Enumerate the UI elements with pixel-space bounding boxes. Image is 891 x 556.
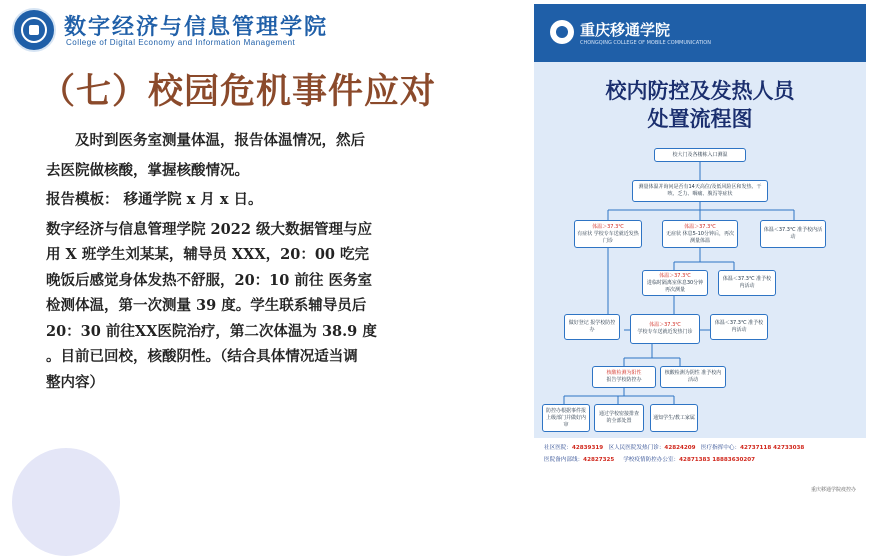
contact-value: 42737118 42733038 (740, 445, 805, 451)
flow-box-isolation-room (642, 270, 708, 296)
flow-box-fever-clinic (630, 314, 700, 344)
college-name: 数字经济与信息管理学院 (64, 14, 329, 40)
flow-text: 体温＞37.3℃ (649, 322, 681, 328)
flow-box-notify-family (650, 404, 698, 432)
paragraph-line: 及时到医务室测量体温，报告体温情况，然后 (75, 132, 365, 149)
flow-text: 体温＞37.3℃ (592, 223, 624, 230)
flow-text: 体温＞37.3℃ (659, 272, 691, 279)
poster-title-line1: 校内防控及发热人员 (605, 79, 795, 103)
flow-text: 校大门及各楼栋入口测温 (672, 151, 728, 158)
flow-box-fever-no-symptoms (662, 220, 738, 248)
flow-box-register (564, 314, 620, 340)
paragraph-line: 检测体温，第一次测量 39 度。学生联系辅导员后 (46, 297, 367, 314)
decorative-circle (12, 448, 120, 556)
contact-label: 区人民医院发热门诊： (608, 445, 665, 451)
flow-box-entrance-check (654, 148, 746, 162)
flow-text: 通知学生/教工家属 (653, 414, 695, 421)
contact-row-1 (544, 443, 804, 451)
flow-text: 进临时隔离室休息30分钟再次测量 (646, 279, 704, 293)
paragraph-line: 整内容） (46, 373, 104, 391)
paragraph-line: 晚饭后感觉身体发热不舒服，20：10 前往 医务室 (46, 271, 372, 289)
paragraph-line: 去医院做核酸，掌握核酸情况。 (46, 161, 249, 179)
flow-text: 体温＜37.3℃ 准予校内活动 (714, 320, 764, 333)
flow-box-contact-tracing (594, 404, 644, 432)
contact-value: 42871383 18883630207 (679, 457, 756, 463)
flow-text: 测量体温并询问是否有14天高位/及低风险区和发热、干咳、乏力、咽痛、腹泻等症状 (638, 184, 762, 197)
flow-box-report-upper (542, 404, 590, 432)
flow-text: 核酸检测为阳性 (606, 370, 642, 376)
contact-label: 医院备内部线： (544, 457, 584, 463)
slide-title: （七）校园危机事件应对 (40, 72, 437, 112)
paragraph-line: 。目前已回校，核酸阴性。（结合具体情况适当调 (46, 348, 358, 365)
paragraph-line: 数字经济与信息管理学院 2022 级大数据管理与应 (46, 220, 372, 238)
contact-label: 医疗指挥中心： (700, 445, 741, 451)
flow-text: 体温＜37.3℃ 准予校内活动 (722, 276, 772, 289)
poster-school-name-en: CHONGQING COLLEGE OF MOBILE COMMUNICATION (580, 40, 711, 46)
flow-text: 无症状 休息5-10分钟后，再次测量体温 (666, 230, 734, 244)
college-name-en: College of Digital Economy and Information Management (66, 38, 296, 47)
paragraph-line: 用 X 班学生刘某某，辅导员 XXX，20：00 吃完 (46, 246, 370, 263)
flow-text: 防控办根据事件报上级部门并做好内审 (545, 407, 586, 428)
contact-label: 社区医院： (544, 445, 572, 451)
body-text (46, 128, 496, 395)
contact-value: 42827325 (583, 457, 615, 463)
flow-box-normal-2 (718, 270, 776, 296)
right-margin (870, 0, 891, 501)
flow-box-negative (660, 366, 726, 388)
flow-text: 通过学校密接排查的全部处置 (598, 411, 639, 424)
flow-text: 做好登记 报学校防控办 (568, 320, 616, 333)
flow-text: 核酸检测为阴性 准予校内活动 (664, 370, 722, 383)
flow-text: 有症状 学校专车送就近发热门诊 (577, 230, 639, 244)
contact-label: 学校疫情防控办公室： (623, 457, 680, 463)
flow-text: 体温＜37.3℃ 准予校内活动 (763, 227, 823, 240)
paragraph-line: 20：30 前往XX医院治疗，第二次体温为 38.9 度 (46, 322, 377, 340)
poster-signature: 重庆移通学院疫控办 (810, 487, 856, 493)
flow-box-positive (592, 366, 656, 388)
flow-text: 体温＞37.3℃ (684, 223, 716, 230)
college-logo (12, 8, 56, 52)
flow-text: 报告学校防控办 (606, 377, 642, 383)
flow-box-normal-3 (710, 314, 768, 340)
flow-box-screening (632, 180, 768, 202)
flow-text: 学校专车送就近发热门诊 (637, 329, 693, 335)
poster-title-line2: 处置流程图 (647, 107, 753, 131)
contact-row-2 (544, 455, 755, 463)
contact-value: 42824209 (664, 445, 696, 451)
flowchart-poster (534, 4, 866, 498)
flow-box-fever-symptoms (574, 220, 642, 248)
poster-school-name: 重庆移通学院 (580, 21, 671, 39)
contact-value: 42839319 (571, 445, 604, 451)
paragraph-line: 报告模板： 移通学院 x 月 x 日。 (46, 191, 263, 208)
flow-box-normal-1 (760, 220, 826, 248)
